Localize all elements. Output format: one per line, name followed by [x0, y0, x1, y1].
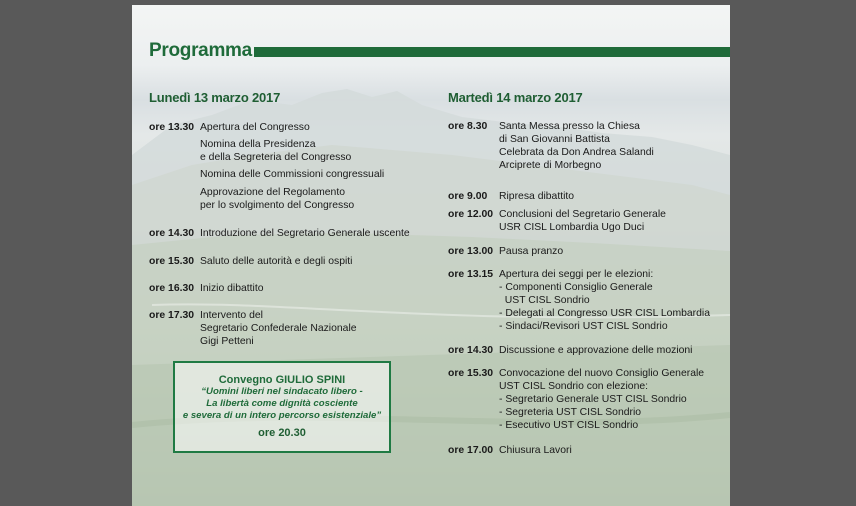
schedule-time: ore 17.00	[448, 445, 494, 456]
page-title: Programma	[149, 40, 252, 61]
schedule-description	[499, 344, 693, 357]
description-line: - Componenti Consiglio Generale	[499, 282, 653, 293]
description-line: Introduzione del Segretario Generale uscente	[200, 228, 410, 239]
schedule-description	[200, 186, 354, 212]
schedule-time: ore 17.30	[149, 310, 195, 321]
schedule-time: ore 13.30	[149, 122, 195, 133]
convegno-time: ore 20.30	[258, 427, 306, 439]
schedule-time: ore 12.00	[448, 209, 494, 220]
description-line: - Segretario Generale UST CISL Sondrio	[499, 394, 687, 405]
description-line: - Delegati al Congresso USR CISL Lombardia	[499, 308, 710, 319]
description-line: - Segreteria UST CISL Sondrio	[499, 407, 642, 418]
day2-heading: Martedì 14 marzo 2017	[448, 90, 583, 105]
description-line: Saluto delle autorità e degli ospiti	[200, 256, 353, 267]
programme-page	[132, 5, 730, 506]
description-line: Celebrata da Don Andrea Salandi	[499, 147, 654, 158]
schedule-description	[200, 282, 264, 295]
convegno-line: La libertà come dignità cosciente	[206, 398, 358, 409]
description-line: Discussione e approvazione delle mozioni	[499, 345, 693, 356]
description-line: Intervento del	[200, 310, 263, 321]
description-line: UST CISL Sondrio	[499, 295, 590, 306]
convegno-title: Convegno GIULIO SPINI	[218, 374, 346, 386]
schedule-description	[499, 367, 704, 432]
schedule-time: ore 9.00	[448, 191, 488, 202]
description-line: di San Giovanni Battista	[499, 134, 610, 145]
convegno-line: “Uomini liberi nel sindacato libero -	[201, 386, 363, 397]
schedule-description	[499, 190, 574, 203]
description-line: e della Segreteria del Congresso	[200, 152, 352, 163]
schedule-time: ore 15.30	[448, 368, 494, 379]
schedule-time: ore 13.15	[448, 269, 494, 280]
schedule-time: ore 14.30	[149, 228, 195, 239]
schedule-time: ore 13.00	[448, 246, 494, 257]
schedule-description	[499, 208, 666, 234]
description-line: Convocazione del nuovo Consiglio Generale	[499, 368, 705, 379]
schedule-description	[499, 120, 654, 172]
schedule-description	[200, 168, 384, 181]
title-divider-bar	[254, 47, 730, 57]
schedule-description	[499, 245, 563, 258]
description-line: Apertura dei seggi per le elezioni:	[499, 269, 654, 280]
description-line: Apertura del Congresso	[200, 122, 310, 133]
description-line: per lo svolgimento del Congresso	[200, 200, 355, 211]
schedule-description	[200, 138, 351, 164]
convegno-box	[173, 361, 391, 453]
schedule-time: ore 14.30	[448, 345, 494, 356]
schedule-time: ore 15.30	[149, 256, 195, 267]
description-line: Santa Messa presso la Chiesa	[499, 121, 640, 132]
description-line: Nomina delle Commissioni congressuali	[200, 169, 385, 180]
day1-heading: Lunedì 13 marzo 2017	[149, 90, 281, 105]
schedule-description	[200, 121, 310, 134]
description-line: Gigi Petteni	[200, 336, 254, 347]
description-line: USR CISL Lombardia Ugo Duci	[499, 222, 645, 233]
description-line: Conclusioni del Segretario Generale	[499, 209, 666, 220]
description-line: Ripresa dibattito	[499, 191, 575, 202]
description-line: - Sindaci/Revisori UST CISL Sondrio	[499, 321, 668, 332]
description-line: UST CISL Sondrio con elezione:	[499, 381, 649, 392]
description-line: Approvazione del Regolamento	[200, 187, 345, 198]
schedule-description	[499, 444, 572, 457]
schedule-description	[200, 309, 357, 348]
schedule-description	[200, 227, 410, 240]
schedule-description	[200, 255, 353, 268]
convegno-line: e severa di un intero percorso esistenziale”	[182, 410, 382, 421]
schedule-time: ore 16.30	[149, 283, 195, 294]
schedule-description	[499, 268, 710, 333]
description-line: Segretario Confederale Nazionale	[200, 323, 357, 334]
description-line: - Esecutivo UST CISL Sondrio	[499, 420, 639, 431]
description-line: Arciprete di Morbegno	[499, 160, 602, 171]
description-line: Inizio dibattito	[200, 283, 264, 294]
schedule-time: ore 8.30	[448, 121, 488, 132]
description-line: Chiusura Lavori	[499, 445, 572, 456]
description-line: Pausa pranzo	[499, 246, 564, 257]
description-line: Nomina della Presidenza	[200, 139, 316, 150]
